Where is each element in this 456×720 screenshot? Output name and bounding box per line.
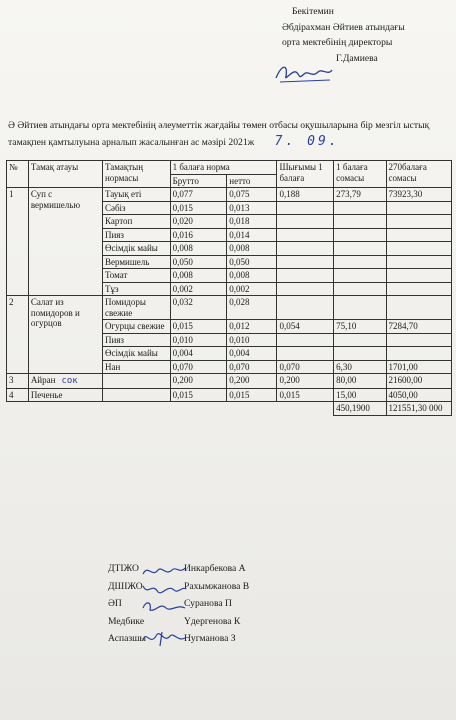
cell-output bbox=[277, 201, 334, 215]
cell-brutto: 0,016 bbox=[170, 228, 227, 242]
cell-ingredient: Пияз bbox=[102, 333, 170, 347]
cell-total bbox=[386, 333, 452, 347]
cell-price bbox=[334, 255, 386, 269]
cell-output bbox=[277, 215, 334, 229]
cell-total bbox=[386, 242, 452, 256]
cell-netto: 0,008 bbox=[227, 269, 277, 283]
signatory-name: Рахымжанова В bbox=[184, 580, 250, 592]
cell-netto: 0,015 bbox=[227, 388, 277, 402]
cell-netto: 0,014 bbox=[227, 228, 277, 242]
signatory-name: Нугманова З bbox=[184, 633, 236, 644]
cell-ingredient: Өсімдік майы bbox=[102, 347, 170, 361]
cell-brutto: 0,200 bbox=[170, 374, 227, 389]
cell-brutto: 0,020 bbox=[170, 215, 227, 229]
cell-output bbox=[277, 228, 334, 242]
cell-price bbox=[334, 333, 386, 347]
cell-netto: 0,018 bbox=[227, 215, 277, 229]
cell-ingredient: Огурцы свежие bbox=[102, 320, 170, 334]
header-norm: 1 балаға норма bbox=[170, 161, 277, 175]
table-row bbox=[7, 388, 452, 402]
header-price: 1 балаға сомасы bbox=[334, 161, 386, 188]
director-signature bbox=[272, 60, 336, 86]
signatory-name: Үдергенова К bbox=[184, 615, 241, 627]
cell-output: 0,015 bbox=[277, 388, 334, 402]
table-row bbox=[7, 374, 452, 389]
cell-total: 21600,00 bbox=[386, 374, 452, 389]
cell-price: 75,10 bbox=[334, 320, 386, 334]
signatory-position: Аспазшы bbox=[108, 633, 146, 644]
cell-brutto: 0,070 bbox=[170, 360, 227, 374]
cell-price: 273,79 bbox=[334, 188, 386, 202]
cell-netto: 0,075 bbox=[227, 188, 277, 202]
header-output: Шығымы 1 балаға bbox=[277, 161, 334, 188]
header-name: Тамақ атауы bbox=[28, 161, 102, 188]
cell-brutto: 0,050 bbox=[170, 255, 227, 269]
cell-netto: 0,070 bbox=[227, 360, 277, 374]
cell-price bbox=[334, 201, 386, 215]
cell-output bbox=[277, 269, 334, 283]
cell-num: 2 bbox=[7, 296, 29, 374]
total-sum: 121551,30 000 bbox=[386, 402, 452, 416]
cell-num: 1 bbox=[7, 188, 29, 296]
cell-output bbox=[277, 333, 334, 347]
cell-output bbox=[277, 347, 334, 361]
cell-output bbox=[277, 296, 334, 320]
cell-total bbox=[386, 282, 452, 296]
cell-netto: 0,013 bbox=[227, 201, 277, 215]
director-name: Г.Дамиева bbox=[336, 52, 378, 64]
signatory-position: ДТІЖО bbox=[108, 563, 139, 574]
cell-dish-name: Суп с вермишелью bbox=[28, 188, 102, 296]
cell-price: 80,00 bbox=[334, 374, 386, 389]
header-ingredient: Тамақтың нормасы bbox=[102, 161, 170, 188]
signatory-position: Медбике bbox=[108, 615, 145, 627]
approval-block bbox=[282, 4, 405, 66]
cell-ingredient: Сәбіз bbox=[102, 201, 170, 215]
cell-ingredient: Вермишель bbox=[102, 255, 170, 269]
cell-output: 0,054 bbox=[277, 320, 334, 334]
cell-total bbox=[386, 255, 452, 269]
cell-total: 7284,70 bbox=[386, 320, 452, 334]
cell-output: 0,188 bbox=[277, 188, 334, 202]
cell-brutto: 0,015 bbox=[170, 320, 227, 334]
cell-total: 1701,00 bbox=[386, 360, 452, 374]
title-text: Ә Әйтиев атындағы орта мектебінің әлеуметтік жағдайы төмен отбасы оқушыларына бір мезгіл ыстық тамақпен қамтылуына арналып жасалынған ас мәзірі 2021ж bbox=[8, 120, 430, 148]
cell-brutto: 0,032 bbox=[170, 296, 227, 320]
cell-brutto: 0,002 bbox=[170, 282, 227, 296]
cell-netto: 0,050 bbox=[227, 255, 277, 269]
cell-num: 3 bbox=[7, 374, 29, 389]
cell-ingredient: Тұз bbox=[102, 282, 170, 296]
cell-price: 15,00 bbox=[334, 388, 386, 402]
document-title bbox=[8, 118, 448, 151]
cell-ingredient: Тауық еті bbox=[102, 188, 170, 202]
cell-total bbox=[386, 296, 452, 320]
cell-ingredient bbox=[102, 374, 170, 389]
cell-output: 0,070 bbox=[277, 360, 334, 374]
cell-brutto: 0,015 bbox=[170, 201, 227, 215]
cell-ingredient: Картоп bbox=[102, 215, 170, 229]
cell-brutto: 0,008 bbox=[170, 269, 227, 283]
cell-output: 0,200 bbox=[277, 374, 334, 389]
cell-netto: 0,004 bbox=[227, 347, 277, 361]
cell-netto: 0,008 bbox=[227, 242, 277, 256]
header-brutto: Брутто bbox=[170, 174, 227, 188]
cell-total bbox=[386, 201, 452, 215]
cell-price bbox=[334, 228, 386, 242]
cell-ingredient: Пияз bbox=[102, 228, 170, 242]
approval-line1: Бекітемин bbox=[292, 6, 334, 17]
cell-ingredient: Өсімдік майы bbox=[102, 242, 170, 256]
cell-num: 4 bbox=[7, 388, 29, 402]
cell-dish-name: Салат из помидоров и огурцов bbox=[28, 296, 102, 374]
cell-brutto: 0,004 bbox=[170, 347, 227, 361]
cell-brutto: 0,077 bbox=[170, 188, 227, 202]
table-row bbox=[7, 188, 452, 202]
cell-total bbox=[386, 269, 452, 283]
cell-total bbox=[386, 347, 452, 361]
cell-netto: 0,200 bbox=[227, 374, 277, 389]
signatory-position: ДШІЖО bbox=[108, 580, 143, 592]
approval-line2: Әбдірахман Әйтиев атындағы bbox=[282, 21, 405, 33]
cell-ingredient: Томат bbox=[102, 269, 170, 283]
header-total: 270балаға сомасы bbox=[386, 161, 452, 188]
cell-output bbox=[277, 255, 334, 269]
cell-total: 73923,30 bbox=[386, 188, 452, 202]
signature-2 bbox=[140, 580, 188, 598]
header-num: № bbox=[7, 161, 29, 188]
cell-total bbox=[386, 228, 452, 242]
signature-1 bbox=[140, 562, 188, 580]
cell-output bbox=[277, 242, 334, 256]
header-netto: нетто bbox=[227, 174, 277, 188]
cell-ingredient: Помидоры свежие bbox=[102, 296, 170, 320]
cell-ingredient: Нан bbox=[102, 360, 170, 374]
total-price: 450,1900 bbox=[334, 402, 386, 416]
cell-total bbox=[386, 215, 452, 229]
cell-price: 6,30 bbox=[334, 360, 386, 374]
cell-price bbox=[334, 269, 386, 283]
cell-brutto: 0,008 bbox=[170, 242, 227, 256]
handwritten-note: сок bbox=[61, 376, 78, 386]
menu-table bbox=[6, 160, 452, 416]
cell-output bbox=[277, 282, 334, 296]
signature-4 bbox=[140, 626, 188, 650]
cell-brutto: 0,015 bbox=[170, 388, 227, 402]
cell-netto: 0,010 bbox=[227, 333, 277, 347]
cell-brutto: 0,010 bbox=[170, 333, 227, 347]
cell-ingredient bbox=[102, 388, 170, 402]
cell-price bbox=[334, 296, 386, 320]
signatory-position: ӘП bbox=[108, 598, 122, 609]
table-row bbox=[7, 296, 452, 320]
cell-price bbox=[334, 215, 386, 229]
cell-price bbox=[334, 242, 386, 256]
cell-dish-name: Печенье bbox=[28, 388, 102, 402]
cell-netto: 0,028 bbox=[227, 296, 277, 320]
dish-name-text: Айран bbox=[30, 375, 56, 385]
signature-3 bbox=[140, 598, 188, 616]
signatory-name: Инкарбекова А bbox=[184, 563, 246, 574]
signatory-name: Суранова П bbox=[184, 598, 232, 609]
cell-netto: 0,012 bbox=[227, 320, 277, 334]
handwritten-date: 7. 09. bbox=[274, 134, 340, 149]
cell-price bbox=[334, 347, 386, 361]
cell-total: 4050,00 bbox=[386, 388, 452, 402]
approval-line3: орта мектебінің директоры bbox=[282, 37, 393, 48]
cell-price bbox=[334, 282, 386, 296]
cell-dish-name bbox=[28, 374, 102, 389]
cell-netto: 0,002 bbox=[227, 282, 277, 296]
